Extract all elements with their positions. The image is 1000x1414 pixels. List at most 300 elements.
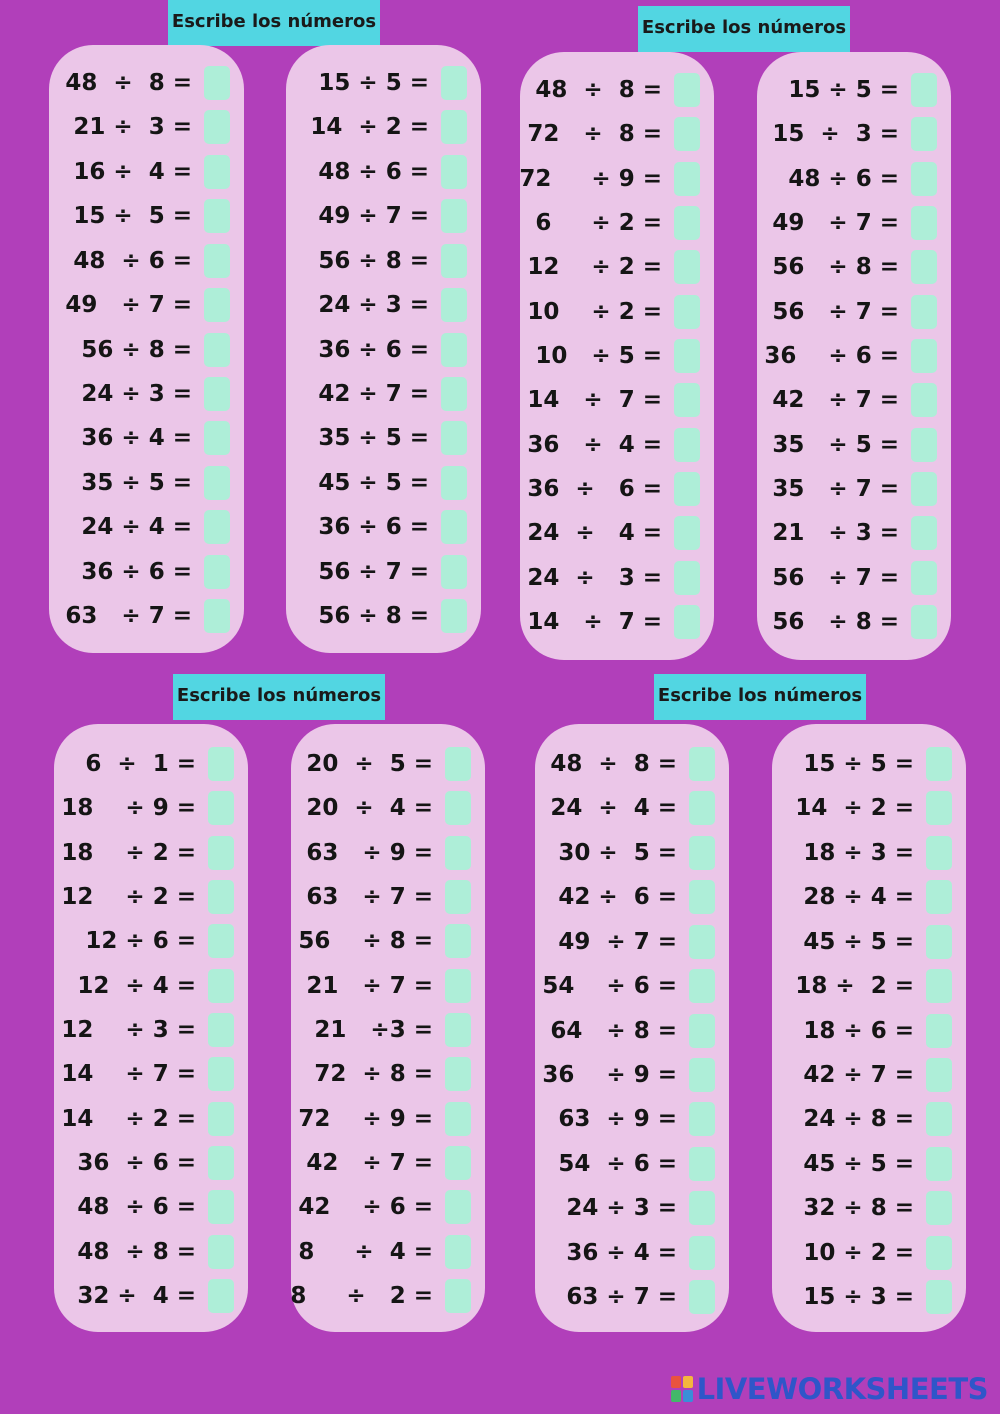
- exercise-row: [757, 474, 951, 504]
- exercise-row: [54, 838, 248, 868]
- exercise-row: [54, 1148, 248, 1178]
- exercise-row: [535, 1016, 729, 1046]
- division-equation: 36 ÷ 4 =: [527, 431, 662, 458]
- answer-input[interactable]: [689, 925, 715, 959]
- exercise-row: [286, 512, 481, 542]
- answer-input[interactable]: [204, 288, 230, 322]
- division-equation: 15 ÷ 5 =: [318, 70, 429, 96]
- exercise-row: [49, 379, 244, 409]
- exercise-column: [54, 724, 248, 1332]
- answer-input[interactable]: [204, 66, 230, 100]
- answer-input[interactable]: [689, 1191, 715, 1225]
- logo-text: LIVEWORKSHEETS: [696, 1372, 988, 1406]
- answer-input[interactable]: [689, 747, 715, 781]
- exercise-row: [757, 607, 951, 637]
- answer-input[interactable]: [911, 605, 937, 639]
- answer-input[interactable]: [926, 1058, 952, 1092]
- division-equation: 10 ÷ 5 =: [535, 343, 662, 369]
- answer-input[interactable]: [445, 924, 471, 958]
- answer-input[interactable]: [674, 339, 700, 373]
- exercise-row: [291, 1192, 485, 1222]
- division-equation: 24 ÷ 4 =: [550, 795, 677, 822]
- exercise-row: [520, 518, 714, 548]
- division-equation: 48 ÷ 6 =: [318, 158, 429, 185]
- division-equation: 14 ÷ 2 =: [310, 114, 429, 141]
- answer-input[interactable]: [674, 516, 700, 550]
- division-equation: 36 ÷ 4 =: [566, 1239, 677, 1266]
- answer-input[interactable]: [911, 206, 937, 240]
- division-equation: 64 ÷ 8 =: [550, 1017, 677, 1044]
- answer-input[interactable]: [208, 924, 234, 958]
- answer-input[interactable]: [689, 1058, 715, 1092]
- answer-input[interactable]: [204, 244, 230, 278]
- exercise-row: [286, 601, 481, 631]
- exercise-row: [286, 423, 481, 453]
- answer-input[interactable]: [445, 1190, 471, 1224]
- exercise-row: [286, 112, 481, 142]
- exercise-row: [772, 1016, 966, 1046]
- exercise-row: [772, 838, 966, 868]
- answer-input[interactable]: [926, 1236, 952, 1270]
- exercise-row: [772, 971, 966, 1001]
- division-equation: 15 ÷ 5 =: [803, 751, 914, 777]
- exercise-row: [757, 164, 951, 194]
- answer-input[interactable]: [204, 155, 230, 189]
- exercise-row: [54, 1059, 248, 1089]
- exercise-row: [286, 68, 481, 98]
- exercise-row: [772, 793, 966, 823]
- exercise-column: [520, 52, 714, 660]
- answer-input[interactable]: [208, 1057, 234, 1091]
- exercise-column: [286, 45, 481, 653]
- exercise-row: [535, 882, 729, 912]
- division-equation: 6 ÷ 2 =: [535, 210, 662, 236]
- answer-input[interactable]: [911, 516, 937, 550]
- division-equation: 8 ÷ 2 =: [290, 1283, 433, 1309]
- division-equation: 36 ÷ 6 =: [77, 1150, 196, 1176]
- exercise-row: [54, 1237, 248, 1267]
- answer-input[interactable]: [926, 925, 952, 959]
- answer-input[interactable]: [204, 377, 230, 411]
- division-equation: 56 ÷ 8 =: [81, 336, 192, 363]
- exercise-row: [49, 246, 244, 276]
- exercise-row: [54, 1104, 248, 1134]
- answer-input[interactable]: [204, 333, 230, 367]
- answer-input[interactable]: [911, 162, 937, 196]
- exercise-row: [54, 793, 248, 823]
- division-equation: 21 ÷ 7 =: [306, 972, 433, 999]
- division-equation: 45 ÷ 5 =: [318, 469, 429, 496]
- answer-input[interactable]: [926, 747, 952, 781]
- answer-input[interactable]: [926, 880, 952, 914]
- division-equation: 21 ÷3 =: [314, 1017, 433, 1043]
- division-equation: 15 ÷ 3 =: [772, 121, 899, 148]
- division-equation: 36 ÷ 9 =: [542, 1061, 677, 1088]
- exercise-row: [520, 297, 714, 327]
- exercise-row: [772, 1238, 966, 1268]
- division-equation: 48 ÷ 8 =: [65, 70, 192, 96]
- exercise-row: [535, 1104, 729, 1134]
- exercise-row: [772, 927, 966, 957]
- exercise-row: [291, 971, 485, 1001]
- answer-input[interactable]: [445, 1102, 471, 1136]
- division-equation: 15 ÷ 3 =: [803, 1284, 914, 1310]
- answer-input[interactable]: [208, 791, 234, 825]
- exercise-row: [286, 557, 481, 587]
- exercise-row: [520, 164, 714, 194]
- exercise-column: [49, 45, 244, 653]
- division-equation: 72 ÷ 8 =: [527, 121, 662, 148]
- division-equation: 42 ÷ 7 =: [803, 1061, 914, 1088]
- exercise-row: [49, 290, 244, 320]
- exercise-row: [535, 749, 729, 779]
- answer-input[interactable]: [445, 880, 471, 914]
- answer-input[interactable]: [911, 339, 937, 373]
- division-equation: 24 ÷ 8 =: [803, 1106, 914, 1133]
- exercise-row: [520, 341, 714, 371]
- exercise-row: [535, 1238, 729, 1268]
- worksheet-title: Escribe los números: [638, 6, 850, 52]
- division-equation: 35 ÷ 7 =: [772, 476, 899, 502]
- answer-input[interactable]: [674, 117, 700, 151]
- answer-input[interactable]: [445, 969, 471, 1003]
- answer-input[interactable]: [926, 1191, 952, 1225]
- answer-input[interactable]: [911, 250, 937, 284]
- division-equation: 15 ÷ 5 =: [73, 203, 192, 230]
- exercise-row: [520, 563, 714, 593]
- answer-input[interactable]: [441, 510, 467, 544]
- division-equation: 14 ÷ 7 =: [61, 1061, 196, 1088]
- division-equation: 63 ÷ 7 =: [306, 884, 433, 910]
- division-equation: 49 ÷ 7 =: [65, 292, 192, 319]
- division-equation: 20 ÷ 5 =: [306, 751, 433, 777]
- exercise-row: [291, 926, 485, 956]
- answer-input[interactable]: [441, 155, 467, 189]
- division-equation: 45 ÷ 5 =: [803, 928, 914, 955]
- answer-input[interactable]: [208, 1013, 234, 1047]
- answer-input[interactable]: [674, 162, 700, 196]
- division-equation: 14 ÷ 2 =: [795, 795, 914, 822]
- answer-input[interactable]: [911, 383, 937, 417]
- answer-input[interactable]: [674, 561, 700, 595]
- exercise-row: [520, 208, 714, 238]
- answer-input[interactable]: [445, 1279, 471, 1313]
- answer-input[interactable]: [445, 1235, 471, 1269]
- worksheet-title: Escribe los números: [168, 0, 380, 46]
- exercise-row: [535, 793, 729, 823]
- exercise-row: [520, 252, 714, 282]
- exercise-row: [520, 474, 714, 504]
- exercise-row: [286, 157, 481, 187]
- exercise-row: [291, 1148, 485, 1178]
- answer-input[interactable]: [204, 510, 230, 544]
- division-equation: 48 ÷ 8 =: [77, 1238, 196, 1265]
- exercise-row: [286, 201, 481, 231]
- exercise-row: [772, 1104, 966, 1134]
- division-equation: 35 ÷ 5 =: [772, 431, 899, 458]
- division-equation: 36 ÷ 6 =: [318, 336, 429, 363]
- exercise-row: [757, 75, 951, 105]
- answer-input[interactable]: [208, 969, 234, 1003]
- division-equation: 12 ÷ 3 =: [61, 1017, 196, 1043]
- exercise-row: [772, 1282, 966, 1312]
- exercise-row: [535, 1060, 729, 1090]
- exercise-row: [54, 1015, 248, 1045]
- answer-input[interactable]: [911, 561, 937, 595]
- exercise-row: [772, 882, 966, 912]
- exercise-row: [757, 430, 951, 460]
- answer-input[interactable]: [689, 969, 715, 1003]
- answer-input[interactable]: [441, 466, 467, 500]
- division-equation: 72 ÷ 9 =: [519, 165, 662, 192]
- worksheet-title: Escribe los números: [654, 674, 866, 720]
- answer-input[interactable]: [689, 1147, 715, 1181]
- division-equation: 42 ÷ 7 =: [306, 1150, 433, 1176]
- answer-input[interactable]: [674, 295, 700, 329]
- division-equation: 56 ÷ 7 =: [772, 564, 899, 591]
- answer-input[interactable]: [445, 1013, 471, 1047]
- answer-input[interactable]: [674, 472, 700, 506]
- answer-input[interactable]: [674, 605, 700, 639]
- exercise-row: [757, 385, 951, 415]
- exercise-row: [291, 749, 485, 779]
- answer-input[interactable]: [674, 73, 700, 107]
- exercise-row: [772, 1193, 966, 1223]
- answer-input[interactable]: [208, 836, 234, 870]
- division-equation: 63 ÷ 9 =: [558, 1106, 677, 1133]
- division-equation: 48 ÷ 6 =: [77, 1194, 196, 1221]
- division-equation: 48 ÷ 6 =: [73, 247, 192, 274]
- division-equation: 56 ÷ 8 =: [772, 609, 899, 635]
- division-equation: 14 ÷ 7 =: [527, 387, 662, 414]
- exercise-row: [286, 290, 481, 320]
- answer-input[interactable]: [926, 1280, 952, 1314]
- division-equation: 42 ÷ 6 =: [298, 1194, 433, 1221]
- division-equation: 32 ÷ 8 =: [803, 1195, 914, 1222]
- division-equation: 56 ÷ 7 =: [318, 558, 429, 585]
- division-equation: 54 ÷ 6 =: [558, 1150, 677, 1177]
- answer-input[interactable]: [911, 117, 937, 151]
- answer-input[interactable]: [208, 1102, 234, 1136]
- division-equation: 48 ÷ 8 =: [535, 77, 662, 103]
- division-equation: 54 ÷ 6 =: [542, 973, 677, 1000]
- answer-input[interactable]: [689, 1102, 715, 1136]
- exercise-row: [54, 1192, 248, 1222]
- answer-input[interactable]: [911, 295, 937, 329]
- answer-input[interactable]: [441, 555, 467, 589]
- answer-input[interactable]: [204, 199, 230, 233]
- answer-input[interactable]: [445, 1057, 471, 1091]
- liveworksheets-logo-icon: [671, 1376, 693, 1402]
- exercise-row: [49, 112, 244, 142]
- answer-input[interactable]: [689, 791, 715, 825]
- answer-input[interactable]: [445, 836, 471, 870]
- exercise-row: [757, 119, 951, 149]
- answer-input[interactable]: [204, 599, 230, 633]
- exercise-row: [535, 1282, 729, 1312]
- answer-input[interactable]: [441, 66, 467, 100]
- exercise-row: [291, 1059, 485, 1089]
- exercise-row: [54, 1281, 248, 1311]
- division-equation: 36 ÷ 6 =: [318, 514, 429, 541]
- answer-input[interactable]: [441, 288, 467, 322]
- answer-input[interactable]: [674, 428, 700, 462]
- answer-input[interactable]: [689, 1014, 715, 1048]
- answer-input[interactable]: [674, 206, 700, 240]
- division-equation: 42 ÷ 7 =: [772, 387, 899, 414]
- division-equation: 8 ÷ 4 =: [298, 1238, 433, 1265]
- division-equation: 24 ÷ 4 =: [81, 514, 192, 541]
- division-equation: 6 ÷ 1 =: [85, 751, 196, 777]
- exercise-row: [49, 423, 244, 453]
- answer-input[interactable]: [926, 1014, 952, 1048]
- answer-input[interactable]: [441, 199, 467, 233]
- exercise-row: [535, 838, 729, 868]
- division-equation: 30 ÷ 5 =: [558, 839, 677, 866]
- division-equation: 18 ÷ 6 =: [803, 1017, 914, 1044]
- division-equation: 32 ÷ 4 =: [77, 1283, 196, 1309]
- answer-input[interactable]: [208, 1146, 234, 1180]
- exercise-row: [520, 430, 714, 460]
- exercise-column: [757, 52, 951, 660]
- answer-input[interactable]: [911, 472, 937, 506]
- answer-input[interactable]: [208, 1279, 234, 1313]
- exercise-row: [49, 68, 244, 98]
- answer-input[interactable]: [441, 244, 467, 278]
- division-equation: 56 ÷ 8 =: [318, 247, 429, 274]
- division-equation: 24 ÷ 3 =: [566, 1195, 677, 1222]
- division-equation: 63 ÷ 9 =: [306, 839, 433, 866]
- answer-input[interactable]: [441, 599, 467, 633]
- answer-input[interactable]: [926, 836, 952, 870]
- answer-input[interactable]: [911, 73, 937, 107]
- division-equation: 63 ÷ 7 =: [65, 603, 192, 629]
- exercise-column: [291, 724, 485, 1332]
- exercise-row: [286, 335, 481, 365]
- answer-input[interactable]: [445, 791, 471, 825]
- division-equation: 63 ÷ 7 =: [566, 1284, 677, 1310]
- exercise-row: [54, 926, 248, 956]
- division-equation: 49 ÷ 7 =: [772, 210, 899, 236]
- division-equation: 36 ÷ 4 =: [81, 425, 192, 452]
- division-equation: 12 ÷ 2 =: [61, 884, 196, 910]
- exercise-row: [291, 793, 485, 823]
- exercise-row: [772, 749, 966, 779]
- division-equation: 18 ÷ 3 =: [803, 839, 914, 866]
- answer-input[interactable]: [445, 1146, 471, 1180]
- exercise-row: [757, 563, 951, 593]
- answer-input[interactable]: [204, 110, 230, 144]
- answer-input[interactable]: [689, 836, 715, 870]
- division-equation: 36 ÷ 6 =: [527, 476, 662, 502]
- answer-input[interactable]: [208, 1190, 234, 1224]
- exercise-row: [291, 1015, 485, 1045]
- exercise-row: [49, 601, 244, 631]
- answer-input[interactable]: [926, 1102, 952, 1136]
- division-equation: 36 ÷ 6 =: [764, 343, 899, 369]
- division-equation: 12 ÷ 4 =: [77, 972, 196, 999]
- division-equation: 35 ÷ 5 =: [318, 425, 429, 452]
- exercise-row: [49, 335, 244, 365]
- answer-input[interactable]: [441, 377, 467, 411]
- exercise-row: [520, 75, 714, 105]
- division-equation: 56 ÷ 8 =: [298, 928, 433, 955]
- division-equation: 56 ÷ 8 =: [318, 603, 429, 629]
- division-equation: 10 ÷ 2 =: [527, 298, 662, 325]
- answer-input[interactable]: [689, 880, 715, 914]
- division-equation: 49 ÷ 7 =: [318, 203, 429, 230]
- exercise-row: [286, 468, 481, 498]
- answer-input[interactable]: [926, 791, 952, 825]
- division-equation: 24 ÷ 3 =: [527, 564, 662, 591]
- exercise-row: [520, 119, 714, 149]
- exercise-row: [757, 518, 951, 548]
- answer-input[interactable]: [441, 110, 467, 144]
- division-equation: 48 ÷ 6 =: [788, 165, 899, 192]
- division-equation: 48 ÷ 8 =: [550, 751, 677, 777]
- answer-input[interactable]: [674, 250, 700, 284]
- exercise-column: [535, 724, 729, 1332]
- exercise-row: [286, 246, 481, 276]
- division-equation: 15 ÷ 5 =: [788, 77, 899, 103]
- division-equation: 72 ÷ 8 =: [314, 1061, 433, 1088]
- exercise-row: [49, 512, 244, 542]
- answer-input[interactable]: [441, 333, 467, 367]
- division-equation: 24 ÷ 4 =: [527, 520, 662, 547]
- exercise-row: [535, 927, 729, 957]
- answer-input[interactable]: [208, 747, 234, 781]
- exercise-row: [757, 252, 951, 282]
- division-equation: 12 ÷ 6 =: [85, 928, 196, 955]
- division-equation: 42 ÷ 6 =: [558, 884, 677, 911]
- exercise-row: [54, 882, 248, 912]
- exercise-row: [757, 341, 951, 371]
- answer-input[interactable]: [441, 421, 467, 455]
- division-equation: 21 ÷ 3 =: [772, 520, 899, 547]
- division-equation: 18 ÷ 9 =: [61, 795, 196, 822]
- division-equation: 21 ÷ 3 =: [73, 114, 192, 141]
- worksheet-title: Escribe los números: [173, 674, 385, 720]
- division-equation: 72 ÷ 9 =: [298, 1105, 433, 1132]
- division-equation: 12 ÷ 2 =: [527, 254, 662, 281]
- answer-input[interactable]: [208, 1235, 234, 1269]
- exercise-row: [291, 1237, 485, 1267]
- answer-input[interactable]: [204, 555, 230, 589]
- exercise-row: [49, 157, 244, 187]
- answer-input[interactable]: [911, 428, 937, 462]
- answer-input[interactable]: [689, 1236, 715, 1270]
- exercise-row: [757, 208, 951, 238]
- answer-input[interactable]: [204, 466, 230, 500]
- division-equation: 42 ÷ 7 =: [318, 380, 429, 407]
- exercise-row: [54, 749, 248, 779]
- answer-input[interactable]: [445, 747, 471, 781]
- answer-input[interactable]: [204, 421, 230, 455]
- answer-input[interactable]: [926, 969, 952, 1003]
- answer-input[interactable]: [208, 880, 234, 914]
- exercise-row: [520, 607, 714, 637]
- answer-input[interactable]: [674, 383, 700, 417]
- exercise-column: [772, 724, 966, 1332]
- answer-input[interactable]: [926, 1147, 952, 1181]
- exercise-row: [291, 838, 485, 868]
- exercise-row: [291, 1281, 485, 1311]
- exercise-row: [291, 882, 485, 912]
- exercise-row: [291, 1104, 485, 1134]
- answer-input[interactable]: [689, 1280, 715, 1314]
- exercise-row: [520, 385, 714, 415]
- division-equation: 16 ÷ 4 =: [73, 158, 192, 185]
